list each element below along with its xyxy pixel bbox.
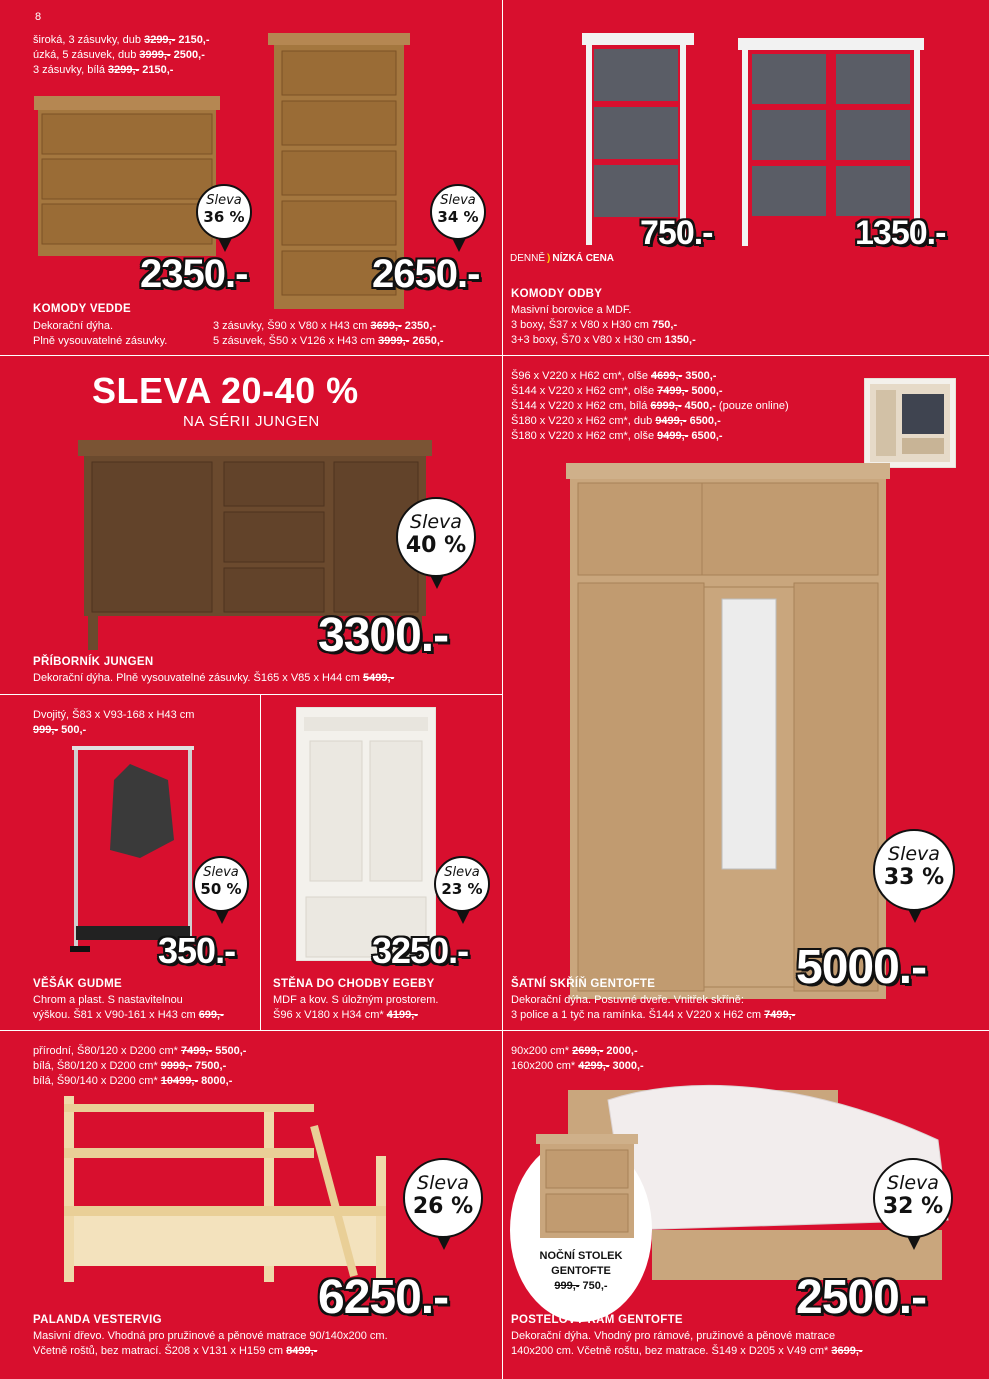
gudme-desc-2: výškou. Š81 x V90-161 x H43 cm 699,- [33, 1009, 224, 1021]
jungen-subline: NA SÉRII JUNGEN [183, 413, 320, 430]
vestervig-title: PALANDA VESTERVIG [33, 1314, 162, 1326]
vestervig-variant-2: bílá, Š80/120 x D200 cm* 9999,- 7500,- [33, 1060, 227, 1072]
jungen-desc: Dekorační dýha. Plně vysouvatelné zásuvky. Š165 x V85 x H44 cm 5499,- [33, 672, 395, 684]
wardrobe-title: ŠATNÍ SKŘÍŇ GENTOFTE [511, 978, 656, 990]
vedde-variant-3: 3 zásuvky, bílá 3299,- 2150,- [33, 64, 174, 76]
bed-desc-1: Dekorační dýha. Vhodný pro rámové, pružinové a pěnové matrace [511, 1330, 836, 1342]
vestervig-desc-1: Masivní dřevo. Vhodná pro pružinové a pěnové matrace 90/140x200 cm. [33, 1330, 388, 1342]
wardrobe-desc-2: 3 police a 1 tyč na ramínka. Š144 x V220 x H62 cm 7499,- [511, 1009, 796, 1021]
gudme-variant: Dvojitý, Š83 x V93-168 x H43 cm [33, 709, 195, 721]
egeby-desc-2: Š96 x V180 x H34 cm* 4199,- [273, 1009, 418, 1021]
bed-variant-1: 90x200 cm* 2699,- 2000,- [511, 1045, 638, 1057]
gudme-desc-1: Chrom a plast. S nastavitelnou [33, 994, 183, 1006]
vedde-discount-badge-1: Sleva 36 % [196, 184, 252, 240]
wardrobe-interior-thumbnail [864, 378, 956, 468]
odby-desc: Masivní borovice a MDF. [511, 304, 632, 316]
vestervig-desc-2: Včetně roštů, bez matrací. Š208 x V131 x H159 cm 8499,- [33, 1345, 318, 1357]
bed-variants [511, 1044, 644, 1074]
page-number: 8 [35, 11, 42, 23]
daily-low-price-logo: DENNĚ ) NÍZKÁ CENA [510, 253, 615, 264]
bed-discount-badge: Sleva 32 % [873, 1158, 953, 1238]
egeby-price: 3250.- [372, 930, 469, 971]
jungen-discount-badge: Sleva 40 % [396, 497, 476, 577]
divider-vertical-mid [502, 355, 503, 1030]
divider-h3 [0, 1030, 989, 1031]
odby-spec-2: 3+3 boxy, Š70 x V80 x H30 cm 1350,- [511, 334, 696, 346]
bed-price: 2500.- [796, 1271, 927, 1324]
wardrobe-variant-4: Š180 x V220 x H62 cm*, dub 9499,- 6500,- [511, 415, 721, 427]
jungen-price: 3300.- [318, 609, 449, 662]
odby-title: KOMODY ODBY [511, 288, 603, 300]
nightstand-image [536, 1134, 638, 1242]
gudme-title: VĚŠÁK GUDME [33, 978, 122, 990]
vestervig-variant-1: přírodní, Š80/120 x D200 cm* 7499,- 5500,- [33, 1045, 247, 1057]
odby-price-1: 750.- [640, 214, 713, 252]
vedde-desc-1: Dekorační dýha. [33, 320, 114, 332]
odby-price-2: 1350.- [855, 214, 946, 252]
vedde-variant-2: úzká, 5 zásuvek, dub 3999,- 2500,- [33, 49, 205, 61]
wardrobe-variant-1: Š96 x V220 x H62 cm*, olše 4699,- 3500,- [511, 370, 717, 382]
gudme-variant-price: 999,- 500,- [33, 724, 87, 736]
divider-vertical-small [260, 694, 261, 1030]
wardrobe-image [566, 463, 890, 1003]
vedde-spec-2: 5 zásuvek, Š50 x V126 x H43 cm 3999,- 2650,- [213, 335, 444, 347]
gudme-price: 350.- [158, 930, 236, 971]
nightstand-price: 999,- 750,- [554, 1280, 608, 1292]
vedde-title: KOMODY VEDDE [33, 303, 131, 315]
nightstand-title-2: GENTOFTE [551, 1265, 611, 1277]
gudme-clothes-rack-image [70, 740, 200, 958]
wardrobe-variant-5: Š180 x V220 x H62 cm*, olše 9499,- 6500,- [511, 430, 723, 442]
egeby-title: STĚNA DO CHODBY EGEBY [273, 978, 435, 990]
vestervig-price: 6250.- [318, 1271, 449, 1324]
vedde-desc-2: Plně vysouvatelné zásuvky. [33, 335, 168, 347]
vedde-discount-badge-2: Sleva 34 % [430, 184, 486, 240]
egeby-desc-1: MDF a kov. S úložným prostorem. [273, 994, 439, 1006]
divider-h2 [0, 694, 502, 695]
wardrobe-variant-3: Š144 x V220 x H62 cm, bílá 6999,- 4500,- (pouze online) [511, 400, 789, 412]
divider-vertical-top [502, 0, 503, 355]
jungen-headline: SLEVA 20-40 % [92, 370, 359, 411]
vestervig-variant-3: bílá, Š90/140 x D200 cm* 10499,- 8000,- [33, 1075, 233, 1087]
vestervig-discount-badge: Sleva 26 % [403, 1158, 483, 1238]
nightstand-text [522, 1249, 640, 1294]
vedde-price-1: 2350.- [140, 252, 248, 296]
vedde-spec-1: 3 zásuvky, Š90 x V80 x H43 cm 3699,- 2350,- [213, 320, 436, 332]
gudme-discount-badge: Sleva 50 % [193, 856, 249, 912]
bed-title: POSTELOVÝ RÁM GENTOFTE [511, 1314, 683, 1326]
egeby-discount-badge: Sleva 23 % [434, 856, 490, 912]
vedde-variants [33, 33, 210, 78]
jungen-title: PŘÍBORNÍK JUNGEN [33, 656, 154, 668]
bed-variant-2: 160x200 cm* 4299,- 3000,- [511, 1060, 644, 1072]
wardrobe-price: 5000.- [796, 941, 927, 994]
bed-desc-2: 140x200 cm. Včetně roštu, bez matrace. Š149 x D205 x V49 cm* 3699,- [511, 1345, 863, 1357]
vestervig-variants [33, 1044, 246, 1089]
wardrobe-desc-1: Dekorační dýha. Posuvné dveře. Vnitřek skříně: [511, 994, 744, 1006]
nightstand-title-1: NOČNÍ STOLEK [539, 1250, 623, 1262]
wardrobe-variant-2: Š144 x V220 x H62 cm*, olše 7499,- 5000,- [511, 385, 723, 397]
divider-h1 [0, 355, 989, 356]
egeby-hallway-unit-image [296, 707, 436, 961]
vestervig-bunk-bed-image [64, 1096, 386, 1286]
vedde-dresser-wide-image [34, 96, 220, 261]
vedde-price-2: 2650.- [372, 252, 480, 296]
wardrobe-discount-badge: Sleva 33 % [873, 829, 955, 911]
wardrobe-variants [511, 369, 789, 444]
divider-vertical-bottom [502, 1030, 503, 1379]
odby-spec-1: 3 boxy, Š37 x V80 x H30 cm 750,- [511, 319, 678, 331]
vedde-variant-1: široká, 3 zásuvky, dub 3299,- 2150,- [33, 34, 210, 46]
